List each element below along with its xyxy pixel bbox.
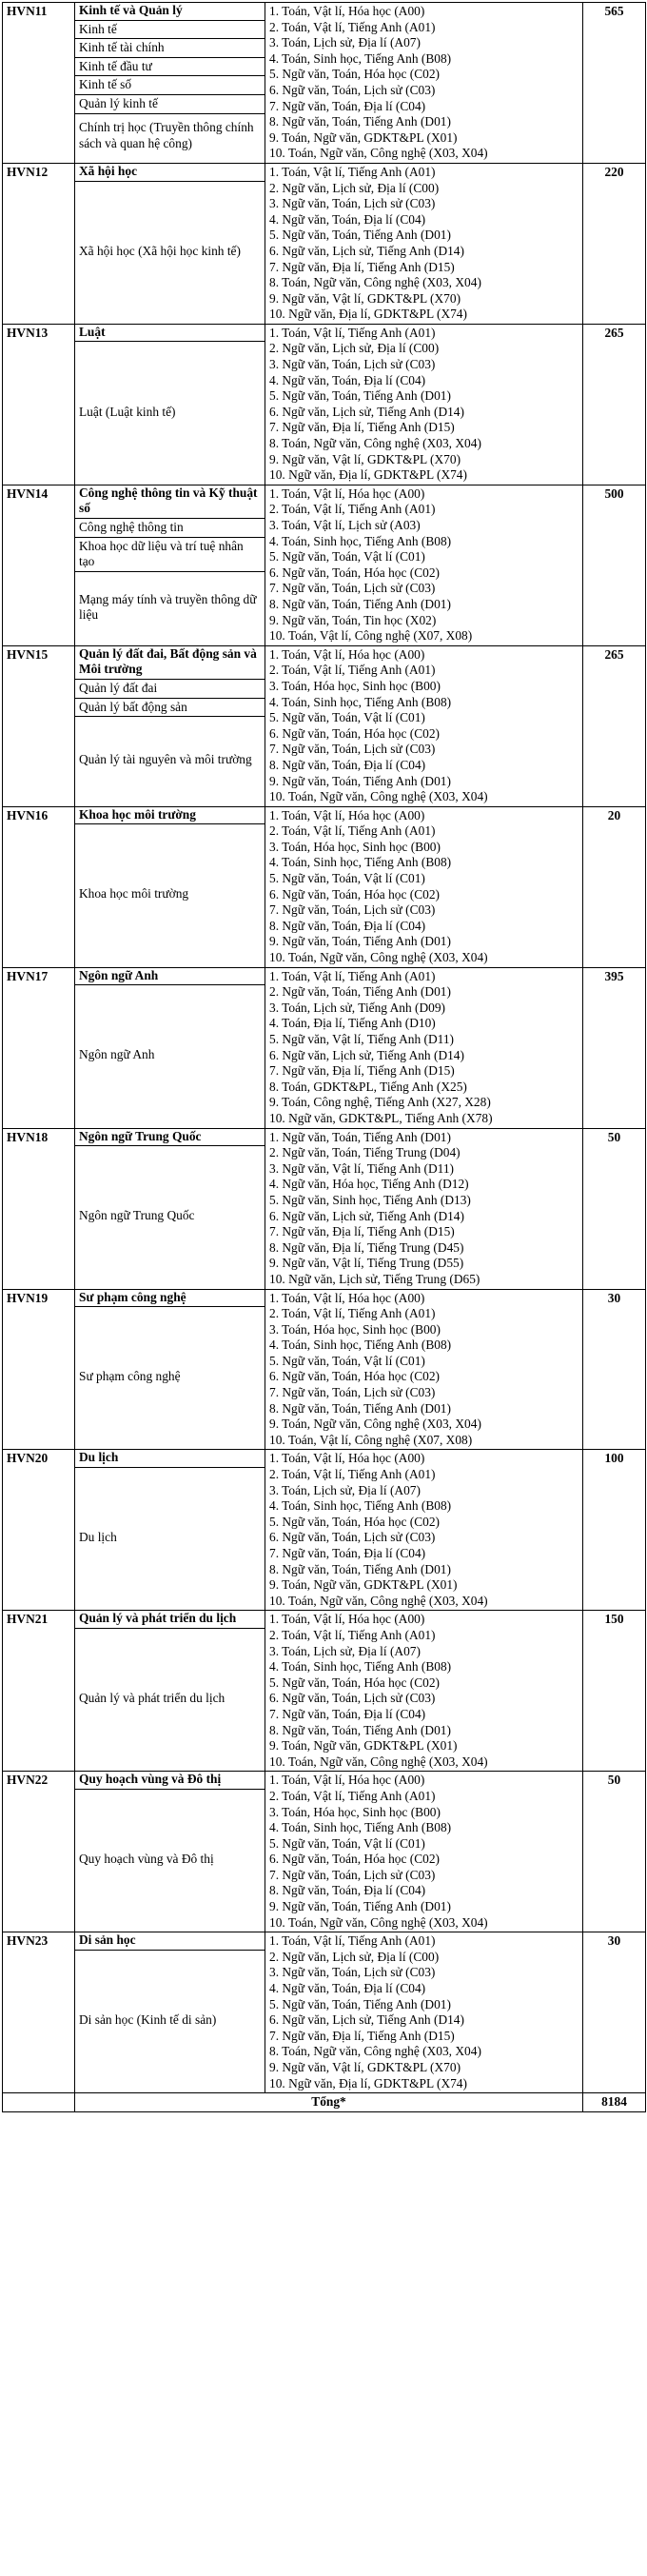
combo-item: 6. Ngữ văn, Lịch sử, Tiếng Anh (D14)	[269, 2012, 464, 2028]
group-code: HVN20	[3, 1450, 75, 1611]
admission-table	[2, 2, 646, 2112]
group-name: Quy hoạch vùng và Đô thị	[75, 1772, 265, 1790]
combo-item: 1. Toán, Vật lí, Hóa học (A00)	[269, 1773, 425, 1788]
sub-major: Kinh tế tài chính	[75, 39, 265, 58]
combo-item: 7. Ngữ văn, Địa lí, Tiếng Anh (D15)	[269, 1224, 455, 1239]
combo-item: 2. Toán, Vật lí, Tiếng Anh (A01)	[269, 823, 436, 839]
group-row	[3, 1772, 646, 1932]
combo-item: 10. Toán, Ngữ văn, Công nghệ (X03, X04)	[269, 1593, 488, 1608]
quota-value: 20	[583, 806, 646, 967]
combo-item: 1. Toán, Vật lí, Hóa học (A00)	[269, 646, 425, 662]
combo-item: 7. Ngữ văn, Địa lí, Tiếng Anh (D15)	[269, 259, 455, 274]
combo-item: 4. Toán, Sinh học, Tiếng Anh (B08)	[269, 533, 452, 548]
combo-item: 4. Ngữ văn, Hóa học, Tiếng Anh (D12)	[269, 1177, 469, 1192]
quota-value: 220	[583, 163, 646, 324]
sub-major: Kinh tế đầu tư	[75, 58, 265, 77]
quota-value: 50	[583, 1128, 646, 1289]
combo-item: 9. Ngữ văn, Toán, Tin học (X02)	[269, 612, 437, 627]
group-code: HVN16	[3, 806, 75, 967]
combo-item: 5. Ngữ văn, Toán, Vật lí (C01)	[269, 1353, 425, 1368]
combo-item: 3. Toán, Hóa học, Sinh học (B00)	[269, 1804, 441, 1819]
group-code: HVN14	[3, 485, 75, 645]
group-name: Quản lý và phát triển du lịch	[75, 1611, 265, 1629]
combo-item: 1. Toán, Vật lí, Tiếng Anh (A01)	[269, 1933, 436, 1949]
combo-item: 5. Ngữ văn, Sinh học, Tiếng Anh (D13)	[269, 1192, 471, 1207]
admission-table-body	[3, 3, 646, 2112]
combo-item: 10. Toán, Ngữ văn, Công nghệ (X03, X04)	[269, 1914, 488, 1930]
sub-major: Xã hội học (Xã hội học kinh tế)	[79, 243, 241, 258]
total-row	[3, 2093, 646, 2112]
combo-item: 8. Toán, Ngữ văn, Công nghệ (X03, X04)	[269, 436, 481, 451]
combo-item: 9. Ngữ văn, Toán, Tiếng Anh (D01)	[269, 773, 451, 788]
group-row	[3, 645, 646, 806]
major-cell	[75, 1611, 265, 1772]
total-blank	[3, 2093, 75, 2112]
group-name: Xã hội học	[75, 164, 265, 182]
combo-item: 1. Toán, Vật lí, Hóa học (A00)	[269, 1451, 425, 1466]
group-code: HVN15	[3, 645, 75, 806]
combo-item: 1. Toán, Vật lí, Hóa học (A00)	[269, 807, 425, 822]
group-name: Ngôn ngữ Trung Quốc	[75, 1129, 265, 1147]
quota-value: 30	[583, 1932, 646, 2093]
group-row	[3, 967, 646, 1128]
combo-item: 9. Ngữ văn, Toán, Tiếng Anh (D01)	[269, 1899, 451, 1914]
combo-item: 7. Ngữ văn, Toán, Lịch sử (C03)	[269, 1385, 436, 1400]
combo-list	[265, 806, 583, 967]
sub-major: Di sản học (Kinh tế di sản)	[79, 2012, 217, 2028]
combo-item: 9. Ngữ văn, Vật lí, GDKT&PL (X70)	[269, 2060, 461, 2074]
combo-item: 6. Ngữ văn, Toán, Hóa học (C02)	[269, 565, 441, 580]
combo-item: 9. Toán, Ngữ văn, GDKT&PL (X01)	[269, 129, 458, 145]
combo-item: 3. Ngữ văn, Vật lí, Tiếng Anh (D11)	[269, 1160, 454, 1176]
combo-item: 3. Toán, Lịch sử, Địa lí (A07)	[269, 1643, 421, 1658]
combo-item: 2. Toán, Vật lí, Tiếng Anh (A01)	[269, 1467, 436, 1482]
group-row	[3, 806, 646, 967]
group-row	[3, 1932, 646, 2093]
combo-item: 6. Ngữ văn, Toán, Hóa học (C02)	[269, 1369, 441, 1384]
combo-item: 8. Ngữ văn, Toán, Địa lí (C04)	[269, 1883, 426, 1898]
sub-major: Kinh tế số	[75, 76, 265, 95]
combo-item: 9. Ngữ văn, Vật lí, Tiếng Trung (D55)	[269, 1256, 464, 1271]
quota-value: 500	[583, 485, 646, 645]
quota-value: 150	[583, 1611, 646, 1772]
group-code: HVN12	[3, 163, 75, 324]
combo-item: 6. Ngữ văn, Lịch sử, Tiếng Anh (D14)	[269, 404, 464, 419]
combo-item: 1. Ngữ văn, Toán, Tiếng Anh (D01)	[269, 1129, 451, 1144]
combo-item: 2. Ngữ văn, Lịch sử, Địa lí (C00)	[269, 341, 440, 356]
combo-item: 5. Ngữ văn, Toán, Vật lí (C01)	[269, 871, 425, 886]
combo-item: 10. Ngữ văn, GDKT&PL, Tiếng Anh (X78)	[269, 1110, 493, 1125]
combo-item: 8. Ngữ văn, Toán, Tiếng Anh (D01)	[269, 1722, 451, 1737]
group-code: HVN22	[3, 1772, 75, 1932]
group-name: Công nghệ thông tin và Kỹ thuật số	[75, 485, 265, 519]
combo-item: 2. Toán, Vật lí, Tiếng Anh (A01)	[269, 19, 436, 34]
combo-item: 5. Ngữ văn, Toán, Hóa học (C02)	[269, 1514, 441, 1529]
combo-item: 7. Ngữ văn, Địa lí, Tiếng Anh (D15)	[269, 1063, 455, 1079]
major-cell	[75, 1932, 265, 2093]
combo-item: 2. Toán, Vật lí, Tiếng Anh (A01)	[269, 1306, 436, 1321]
group-row	[3, 1128, 646, 1289]
major-cell	[75, 645, 265, 806]
combo-item: 4. Toán, Sinh học, Tiếng Anh (B08)	[269, 1498, 452, 1514]
combo-item: 1. Toán, Vật lí, Tiếng Anh (A01)	[269, 164, 436, 179]
quota-value: 50	[583, 1772, 646, 1932]
major-cell	[75, 3, 265, 164]
group-name: Quản lý đất đai, Bất động sản và Môi trường	[75, 646, 265, 680]
group-name: Khoa học môi trường	[75, 807, 265, 825]
combo-item: 3. Toán, Vật lí, Lịch sử (A03)	[269, 518, 421, 532]
combo-item: 8. Ngữ văn, Toán, Địa lí (C04)	[269, 918, 426, 933]
combo-item: 8. Toán, Ngữ văn, Công nghệ (X03, X04)	[269, 2044, 481, 2059]
combo-item: 6. Ngữ văn, Lịch sử, Tiếng Anh (D14)	[269, 1208, 464, 1223]
sub-major: Mạng máy tính và truyền thông dữ liệu	[79, 591, 257, 623]
group-row	[3, 3, 646, 164]
quota-value: 100	[583, 1450, 646, 1611]
sub-major: Quản lý và phát triển du lịch	[79, 1691, 225, 1706]
combo-item: 4. Ngữ văn, Toán, Địa lí (C04)	[269, 372, 426, 387]
quota-value: 395	[583, 967, 646, 1128]
combo-item: 6. Ngữ văn, Toán, Hóa học (C02)	[269, 725, 441, 741]
combo-item: 9. Ngữ văn, Vật lí, GDKT&PL (X70)	[269, 451, 461, 466]
combo-item: 9. Toán, Ngữ văn, GDKT&PL (X01)	[269, 1738, 458, 1754]
major-cell	[75, 967, 265, 1128]
combo-item: 10. Toán, Ngữ văn, Công nghệ (X03, X04)	[269, 950, 488, 965]
sub-major: Kinh tế	[75, 21, 265, 40]
combo-item: 5. Ngữ văn, Toán, Hóa học (C02)	[269, 67, 441, 82]
combo-item: 5. Ngữ văn, Toán, Hóa học (C02)	[269, 1674, 441, 1690]
combo-item: 5. Ngữ văn, Vật lí, Tiếng Anh (D11)	[269, 1032, 454, 1046]
combo-item: 2. Ngữ văn, Lịch sử, Địa lí (C00)	[269, 1949, 440, 1964]
combo-item: 3. Toán, Lịch sử, Địa lí (A07)	[269, 35, 421, 50]
combo-item: 4. Ngữ văn, Toán, Địa lí (C04)	[269, 1981, 426, 1996]
combo-item: 10. Ngữ văn, Địa lí, GDKT&PL (X74)	[269, 2075, 467, 2091]
group-name: Di sản học	[75, 1932, 265, 1951]
combo-list	[265, 1932, 583, 2093]
group-code: HVN13	[3, 324, 75, 485]
combo-item: 1. Toán, Vật lí, Hóa học (A00)	[269, 1290, 425, 1305]
group-code: HVN19	[3, 1289, 75, 1450]
major-cell	[75, 485, 265, 645]
combo-item: 1. Toán, Vật lí, Hóa học (A00)	[269, 4, 425, 18]
group-code: HVN18	[3, 1128, 75, 1289]
combo-list	[265, 645, 583, 806]
combo-item: 8. Ngữ văn, Toán, Tiếng Anh (D01)	[269, 1561, 451, 1576]
sub-major: Luật (Luật kinh tế)	[79, 404, 176, 419]
combo-item: 10. Toán, Ngữ văn, Công nghệ (X03, X04)	[269, 789, 488, 804]
combo-item: 9. Ngữ văn, Vật lí, GDKT&PL (X70)	[269, 290, 461, 306]
combo-item: 7. Ngữ văn, Toán, Lịch sử (C03)	[269, 742, 436, 757]
group-name: Ngôn ngữ Anh	[75, 968, 265, 986]
group-code: HVN23	[3, 1932, 75, 2093]
combo-item: 1. Toán, Vật lí, Hóa học (A00)	[269, 1612, 425, 1627]
total-value: 8184	[583, 2093, 646, 2112]
combo-item: 3. Ngữ văn, Toán, Lịch sử (C03)	[269, 357, 436, 372]
combo-item: 10. Ngữ văn, Địa lí, GDKT&PL (X74)	[269, 307, 467, 322]
combo-item: 2. Toán, Vật lí, Tiếng Anh (A01)	[269, 502, 436, 517]
combo-item: 10. Toán, Ngữ văn, Công nghệ (X03, X04)	[269, 1754, 488, 1769]
combo-item: 9. Toán, Ngữ văn, GDKT&PL (X01)	[269, 1577, 458, 1593]
combo-list	[265, 1450, 583, 1611]
combo-item: 5. Ngữ văn, Toán, Vật lí (C01)	[269, 710, 425, 725]
combo-list	[265, 1289, 583, 1450]
sub-major: Quản lý kinh tế	[75, 95, 265, 114]
major-cell	[75, 1128, 265, 1289]
combo-item: 4. Toán, Sinh học, Tiếng Anh (B08)	[269, 855, 452, 870]
combo-item: 3. Toán, Lịch sử, Địa lí (A07)	[269, 1482, 421, 1497]
combo-item: 6. Ngữ văn, Toán, Lịch sử (C03)	[269, 1691, 436, 1706]
group-code: HVN21	[3, 1611, 75, 1772]
group-name: Sư phạm công nghệ	[75, 1290, 265, 1308]
combo-item: 8. Toán, GDKT&PL, Tiếng Anh (X25)	[269, 1079, 467, 1094]
combo-list	[265, 163, 583, 324]
quota-value: 565	[583, 3, 646, 164]
combo-item: 1. Toán, Vật lí, Tiếng Anh (A01)	[269, 325, 436, 340]
admission-table-container	[2, 2, 645, 2112]
combo-item: 7. Ngữ văn, Toán, Địa lí (C04)	[269, 98, 426, 113]
combo-item: 6. Ngữ văn, Toán, Lịch sử (C03)	[269, 1530, 436, 1545]
group-row	[3, 1450, 646, 1611]
combo-item: 7. Ngữ văn, Toán, Địa lí (C04)	[269, 1706, 426, 1721]
sub-major: Quản lý đất đai	[75, 680, 265, 699]
major-cell	[75, 1450, 265, 1611]
group-row	[3, 1611, 646, 1772]
combo-list	[265, 1611, 583, 1772]
sub-major: Quy hoạch vùng và Đô thị	[79, 1852, 214, 1867]
combo-item: 3. Toán, Hóa học, Sinh học (B00)	[269, 1321, 441, 1337]
major-cell	[75, 1289, 265, 1450]
combo-item: 5. Ngữ văn, Toán, Vật lí (C01)	[269, 1835, 425, 1851]
combo-item: 4. Toán, Sinh học, Tiếng Anh (B08)	[269, 1338, 452, 1353]
combo-item: 10. Ngữ văn, Địa lí, GDKT&PL (X74)	[269, 467, 467, 483]
combo-item: 6. Ngữ văn, Toán, Hóa học (C02)	[269, 886, 441, 902]
major-cell	[75, 163, 265, 324]
combo-item: 7. Ngữ văn, Toán, Lịch sử (C03)	[269, 1867, 436, 1882]
quota-value: 265	[583, 324, 646, 485]
combo-item: 2. Toán, Vật lí, Tiếng Anh (A01)	[269, 1627, 436, 1642]
combo-item: 4. Toán, Sinh học, Tiếng Anh (B08)	[269, 1659, 452, 1674]
combo-item: 6. Ngữ văn, Toán, Lịch sử (C03)	[269, 82, 436, 97]
combo-list	[265, 3, 583, 164]
combo-list	[265, 1772, 583, 1932]
combo-item: 4. Toán, Sinh học, Tiếng Anh (B08)	[269, 1820, 452, 1835]
major-cell	[75, 324, 265, 485]
group-code: HVN11	[3, 3, 75, 164]
combo-item: 8. Ngữ văn, Toán, Tiếng Anh (D01)	[269, 114, 451, 129]
combo-item: 10. Ngữ văn, Lịch sử, Tiếng Trung (D65)	[269, 1271, 480, 1286]
combo-item: 7. Ngữ văn, Toán, Lịch sử (C03)	[269, 902, 436, 918]
combo-item: 10. Toán, Vật lí, Công nghệ (X07, X08)	[269, 1432, 473, 1447]
combo-list	[265, 324, 583, 485]
combo-item: 8. Ngữ văn, Toán, Địa lí (C04)	[269, 757, 426, 772]
combo-item: 3. Toán, Hóa học, Sinh học (B00)	[269, 678, 441, 693]
combo-item: 10. Toán, Ngữ văn, Công nghệ (X03, X04)	[269, 146, 488, 161]
combo-item: 4. Toán, Sinh học, Tiếng Anh (B08)	[269, 694, 452, 709]
group-row	[3, 1289, 646, 1450]
combo-item: 4. Toán, Địa lí, Tiếng Anh (D10)	[269, 1016, 436, 1031]
combo-item: 5. Ngữ văn, Toán, Tiếng Anh (D01)	[269, 1996, 451, 2011]
combo-item: 7. Ngữ văn, Toán, Lịch sử (C03)	[269, 581, 436, 596]
combo-item: 1. Toán, Vật lí, Hóa học (A00)	[269, 485, 425, 501]
combo-item: 9. Ngữ văn, Toán, Tiếng Anh (D01)	[269, 934, 451, 949]
combo-item: 6. Ngữ văn, Lịch sử, Tiếng Anh (D14)	[269, 1047, 464, 1062]
combo-item: 7. Ngữ văn, Toán, Địa lí (C04)	[269, 1546, 426, 1560]
combo-item: 9. Toán, Công nghệ, Tiếng Anh (X27, X28)	[269, 1095, 491, 1110]
combo-item: 6. Ngữ văn, Toán, Hóa học (C02)	[269, 1852, 441, 1867]
combo-item: 2. Toán, Vật lí, Tiếng Anh (A01)	[269, 1788, 436, 1803]
combo-item: 8. Ngữ văn, Toán, Tiếng Anh (D01)	[269, 596, 451, 611]
combo-item: 5. Ngữ văn, Toán, Tiếng Anh (D01)	[269, 228, 451, 243]
group-name: Du lịch	[75, 1450, 265, 1468]
sub-major: Khoa học dữ liệu và trí tuệ nhân tạo	[75, 538, 265, 572]
combo-item: 4. Toán, Sinh học, Tiếng Anh (B08)	[269, 50, 452, 66]
sub-major: Chính trị học (Truyền thông chính sách và quan hệ công)	[79, 120, 254, 151]
combo-item: 1. Toán, Vật lí, Tiếng Anh (A01)	[269, 968, 436, 983]
combo-item: 7. Ngữ văn, Địa lí, Tiếng Anh (D15)	[269, 2028, 455, 2043]
group-row	[3, 163, 646, 324]
combo-item: 3. Toán, Hóa học, Sinh học (B00)	[269, 839, 441, 854]
combo-list	[265, 485, 583, 645]
quota-value: 265	[583, 645, 646, 806]
major-cell	[75, 806, 265, 967]
sub-major: Quản lý bất động sản	[75, 699, 265, 718]
major-cell	[75, 1772, 265, 1932]
sub-major: Khoa học môi trường	[79, 886, 189, 902]
combo-item: 2. Ngữ văn, Lịch sử, Địa lí (C00)	[269, 180, 440, 195]
group-row	[3, 485, 646, 645]
combo-list	[265, 1128, 583, 1289]
sub-major: Du lịch	[79, 1530, 117, 1545]
combo-item: 8. Ngữ văn, Toán, Tiếng Anh (D01)	[269, 1400, 451, 1416]
sub-major: Quản lý tài nguyên và môi trường	[79, 752, 252, 767]
combo-item: 3. Toán, Lịch sử, Tiếng Anh (D09)	[269, 1000, 445, 1015]
total-label: Tổng*	[75, 2093, 583, 2112]
group-row	[3, 324, 646, 485]
group-name: Luật	[75, 325, 265, 343]
quota-value: 30	[583, 1289, 646, 1450]
combo-item: 2. Toán, Vật lí, Tiếng Anh (A01)	[269, 663, 436, 678]
combo-item: 8. Toán, Ngữ văn, Công nghệ (X03, X04)	[269, 275, 481, 290]
sub-major: Ngôn ngữ Anh	[79, 1047, 155, 1062]
combo-item: 3. Ngữ văn, Toán, Lịch sử (C03)	[269, 1965, 436, 1980]
combo-item: 10. Toán, Vật lí, Công nghệ (X07, X08)	[269, 628, 473, 644]
sub-major: Công nghệ thông tin	[75, 519, 265, 538]
group-name: Kinh tế và Quản lý	[75, 3, 265, 21]
group-code: HVN17	[3, 967, 75, 1128]
combo-item: 8. Ngữ văn, Địa lí, Tiếng Trung (D45)	[269, 1239, 464, 1255]
sub-major: Sư phạm công nghệ	[79, 1369, 181, 1384]
sub-major: Ngôn ngữ Trung Quốc	[79, 1208, 195, 1223]
combo-item: 7. Ngữ văn, Địa lí, Tiếng Anh (D15)	[269, 420, 455, 435]
combo-item: 5. Ngữ văn, Toán, Vật lí (C01)	[269, 549, 425, 565]
combo-item: 9. Toán, Ngữ văn, Công nghệ (X03, X04)	[269, 1417, 481, 1432]
combo-item: 2. Ngữ văn, Toán, Tiếng Anh (D01)	[269, 984, 451, 1000]
combo-item: 6. Ngữ văn, Lịch sử, Tiếng Anh (D14)	[269, 243, 464, 258]
combo-list	[265, 967, 583, 1128]
combo-item: 2. Ngữ văn, Toán, Tiếng Trung (D04)	[269, 1145, 461, 1160]
combo-item: 3. Ngữ văn, Toán, Lịch sử (C03)	[269, 196, 436, 211]
combo-item: 4. Ngữ văn, Toán, Địa lí (C04)	[269, 211, 426, 227]
combo-item: 5. Ngữ văn, Toán, Tiếng Anh (D01)	[269, 388, 451, 404]
